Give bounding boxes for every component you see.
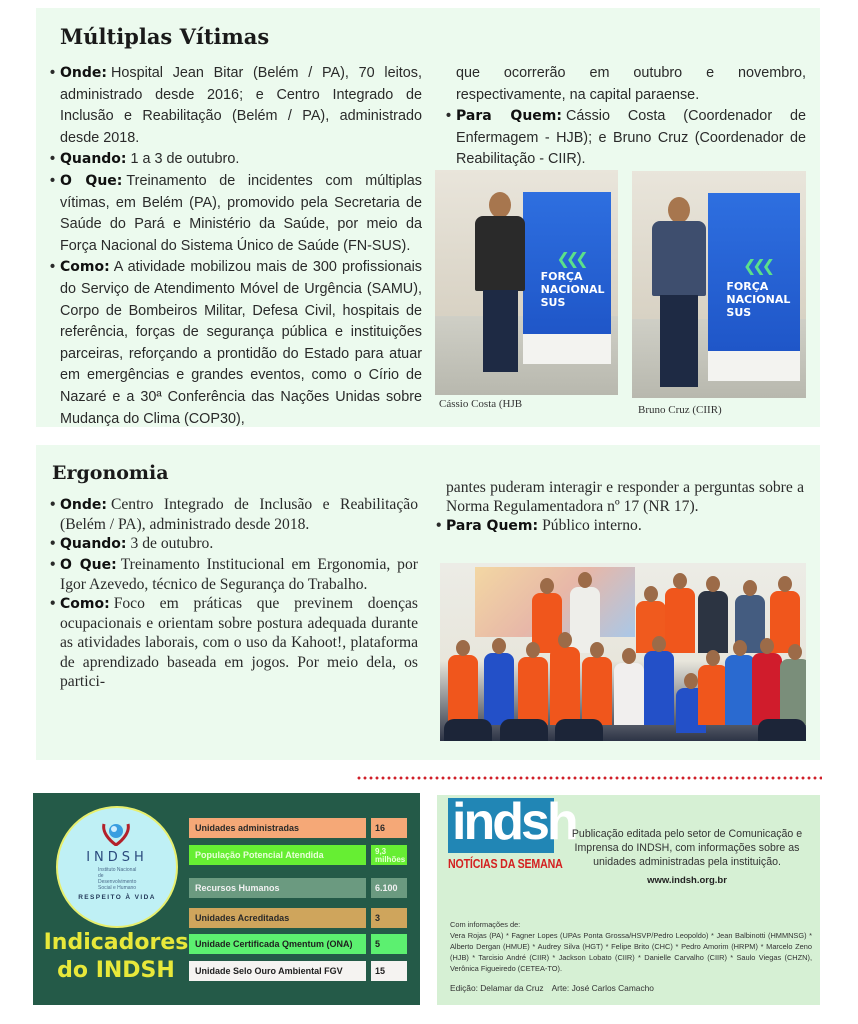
title-line-1: Indicadores <box>43 930 189 955</box>
label-como: Como: <box>60 596 110 613</box>
indicator-value: 5 <box>371 934 407 954</box>
indicator-label: Unidade Certificada Qmentum (ONA) <box>189 934 366 954</box>
indicator-label: Unidade Selo Ouro Ambiental FGV <box>189 961 366 981</box>
editor-credit: Edição: Delamar da Cruz <box>450 983 544 993</box>
indicator-value: 15 <box>371 961 407 981</box>
chevrons-icon: ❮❮❮ <box>742 256 772 276</box>
item-quando <box>50 149 422 171</box>
contributors-heading: Com informações de: <box>450 920 521 929</box>
text-para-quem: Público interno. <box>542 517 642 535</box>
photo-caption: Cássio Costa (HJB <box>439 398 523 410</box>
text-como: Foco em práticas que previnem doenças ocupacionais e orientam sobre postura adequada durante as atividades laborais, com o uso da Kahoot!, plataforma de aprendizado baseada em jogos. Por meio dela, os partici- <box>60 595 418 690</box>
left-column <box>50 63 422 430</box>
label-quando: Quando: <box>60 536 127 553</box>
contributors-list: Vera Rojas (PA) * Fagner Lopes (UPAs Ponta Grossa/HSVP/Pedro Leopoldo) * Jean Balbinotti (HMMNSG) * Alberto Dergan (HMUE) * Audrey Silva (HGT) * Felipe Brito (CHC) * Pedro Amorim (HRPM) * Marcelo Zeno (HJB) * Tarcisio André (CIIR) * Jackson Lobato (CIIR) * Danielle Carvalho (CIIR) * Saulo Viegas (CHZN), Verônica Figueiredo (CETEA-TO). <box>450 931 812 973</box>
item-quando <box>50 534 418 554</box>
text-o-que: Treinamento Institucional em Ergonomia, por Igor Azevedo, técnico de Segurança do Trabalho. <box>60 555 418 593</box>
forca-nacional-sus-banner <box>523 192 611 334</box>
chevrons-icon: ❮❮❮ <box>556 248 585 268</box>
banner-text: FORÇA NACIONAL SUS <box>726 279 791 319</box>
label-para-quem: Para Quem: <box>456 108 562 125</box>
como-continuation: que ocorrerão em outubro e novembro, respectivamente, na capital paraense. <box>456 65 806 103</box>
forca-nacional-sus-banner <box>708 193 800 351</box>
indicadores-title <box>33 929 199 985</box>
indicator-value: 6.100 <box>371 878 407 898</box>
right-column <box>436 478 804 537</box>
item-onde <box>50 63 422 149</box>
text-onde: Centro Integrado de Inclusão e Reabilitação (Belém / PA), administrado desde 2018. <box>60 496 418 534</box>
item-o-que <box>50 555 418 594</box>
logo-subtitle: Instituto Nacional de Desenvolvimento Social e Humano <box>98 867 137 891</box>
text-como: A atividade mobilizou mais de 300 profissionais do Serviço de Atendimento Móvel de Urgência (SAMU), Corpo de Bombeiros Militar, Defesa Civil, hospitais de referência, forças de segurança pública e instituições parceiras, reforçando a prontidão do Estado para atuar em emergências e grandes eventos, como o Círio de Nazaré e a 30ª Conferência das Nações Unidas sobre Mudança do Clima (COP30), <box>60 259 422 427</box>
item-como <box>50 257 422 430</box>
photo-caption: Bruno Cruz (CIIR) <box>638 404 722 416</box>
indicator-label: Unidades Acreditadas <box>189 908 366 928</box>
item-como <box>50 594 418 691</box>
title-line-2: do INDSH <box>57 958 175 983</box>
label-o-que: O Que: <box>60 172 123 189</box>
indsh-logo <box>56 806 178 928</box>
label-o-que: O Que: <box>60 556 117 573</box>
news-tagline: NOTÍCIAS DA SEMANA <box>448 857 563 871</box>
item-para-quem <box>446 106 806 171</box>
publication-description: Publicação editada pelo setor de Comunicação e Imprensa do INDSH, com informações sobre as unidades administradas pela instituição. <box>571 828 803 868</box>
right-column <box>446 63 806 171</box>
label-para-quem: Para Quem: <box>446 518 539 535</box>
text-onde: Hospital Jean Bitar (Belém / PA), 70 leitos, administrado desde 2016; e Centro Integrado de Inclusão e Reabilitação (Belém / PA), administrado desde 2018. <box>60 65 422 146</box>
logo-wordmark: INDSH <box>86 850 148 865</box>
indsh-news-logo: indsh <box>448 798 554 853</box>
label-quando: Quando: <box>60 151 127 168</box>
noticias-da-semana-box <box>437 795 820 1005</box>
indicator-label: População Potencial Atendida <box>189 845 366 865</box>
left-column <box>50 495 418 691</box>
item-onde <box>50 495 418 534</box>
contributors <box>450 919 812 974</box>
banner-text: FORÇA NACIONAL SUS <box>540 270 605 310</box>
art-credit: Arte: José Carlos Camacho <box>551 983 654 993</box>
indicadores-panel <box>33 793 420 1005</box>
person-figure <box>652 197 706 387</box>
indicator-value: 16 <box>371 818 407 838</box>
heart-globe-icon <box>101 822 131 846</box>
item-para-quem <box>436 516 804 536</box>
person-figure <box>475 192 525 372</box>
text-quando: 3 de outubro. <box>130 535 214 553</box>
text-quando: 1 a 3 de outubro. <box>130 151 240 168</box>
photo-cassio-costa <box>435 170 618 395</box>
item-o-que <box>50 171 422 257</box>
photo-bruno-cruz <box>632 171 806 398</box>
indicator-value: 9,3 milhões <box>371 845 407 865</box>
section-multiplas-vitimas <box>36 8 820 427</box>
text-para-quem: Cássio Costa (Coordenador de Enfermagem - HJB); e Bruno Cruz (Coordenador de Reabilitação - CIIR). <box>456 108 806 168</box>
label-onde: Onde: <box>60 497 107 513</box>
indicator-label: Unidades administradas <box>189 818 366 838</box>
indicator-value: 3 <box>371 908 407 928</box>
logo-motto: RESPEITO À VIDA <box>78 894 156 901</box>
label-como: Como: <box>60 259 110 276</box>
section-title: Múltiplas Vítimas <box>60 24 270 49</box>
como-continuation: pantes puderam interagir e responder a perguntas sobre a Norma Regulamentadora nº 17 (NR 17). <box>446 479 804 516</box>
label-onde: Onde: <box>60 65 107 81</box>
group-photo-ergonomia <box>440 563 806 741</box>
section-title: Ergonomia <box>52 462 169 484</box>
credits <box>450 983 654 993</box>
dotted-divider <box>356 776 822 780</box>
website-link[interactable]: www.indsh.org.br <box>647 875 727 886</box>
indicator-label: Recursos Humanos <box>189 878 366 898</box>
text-o-que: Treinamento de incidentes com múltiplas vítimas, em Belém (PA), promovido pela Secretaria de Saúde do Pará e Ministério da Saúde, por meio da Força Nacional do Sistema Único de Saúde (FN-SUS). <box>60 172 422 254</box>
